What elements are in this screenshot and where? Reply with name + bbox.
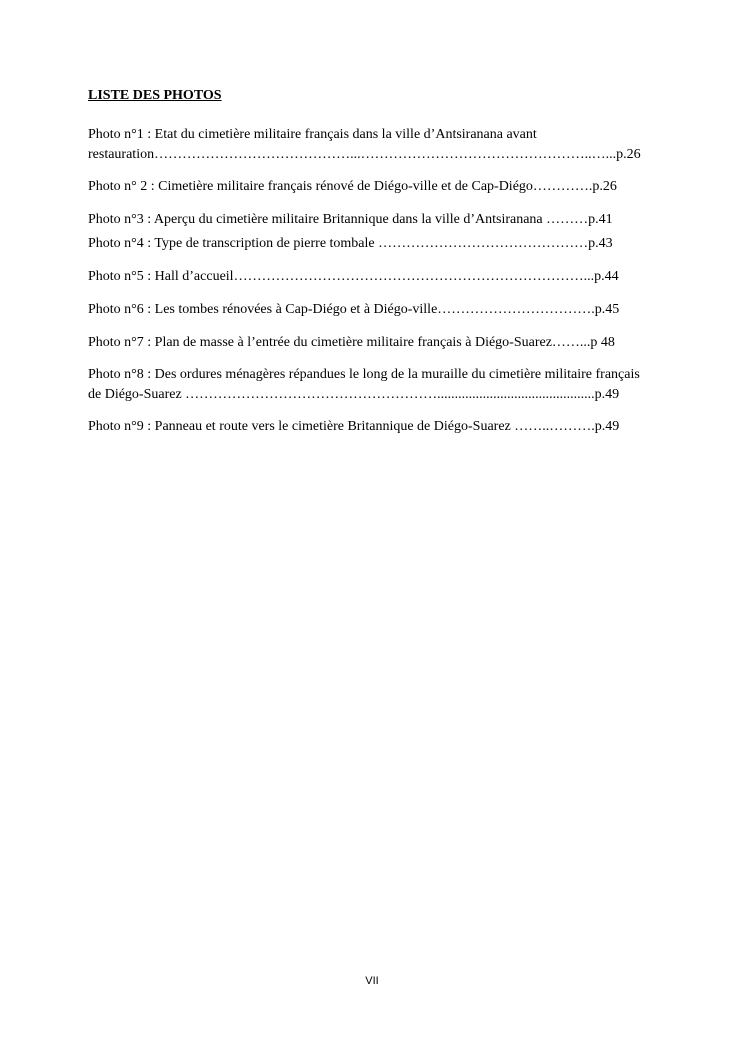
list-item-photo-1 [88, 125, 688, 165]
entry-text: Photo n°7 : Plan de masse à l’entrée du cimetière militaire français à Diégo-Suarez……...p 48 [88, 335, 615, 350]
entry-text: Photo n°8 : Des ordures ménagères répandues le long de la muraille du cimetière militaire français [88, 367, 640, 382]
list-item-photo-2 [88, 177, 688, 197]
list-title: LISTE DES PHOTOS [88, 88, 222, 103]
page-number: VII [365, 975, 379, 987]
list-item-photo-3 [88, 210, 688, 230]
entry-text: Photo n°3 : Aperçu du cimetière militaire Britannique dans la ville d’Antsiranana ………p.41 [88, 212, 613, 227]
list-item-photo-7 [88, 333, 688, 353]
entry-text: Photo n°4 : Type de transcription de pierre tombale ………………………………………p.43 [88, 236, 613, 251]
entry-text-continued: de Diégo-Suarez ……………………………………………….............................................p.49 [88, 387, 620, 402]
entry-text: Photo n°9 : Panneau et route vers le cimetière Britannique de Diégo-Suarez ……..……….p.49 [88, 419, 620, 434]
entry-text: Photo n°5 : Hall d’accueil…………………………………………………………………...p.44 [88, 269, 619, 284]
entry-text: Photo n°6 : Les tombes rénovées à Cap-Diégo et à Diégo-ville…………………………….p.45 [88, 302, 620, 317]
entry-text-continued: restauration……………………………………...…………………………………………..…...p.26 [88, 147, 641, 162]
entry-text: Photo n° 2 : Cimetière militaire français rénové de Diégo-ville et de Cap-Diégo………….p.26 [88, 179, 617, 194]
list-item-photo-9 [88, 417, 688, 437]
entry-text: Photo n°1 : Etat du cimetière militaire français dans la ville d’Antsiranana avant [88, 127, 537, 142]
list-item-photo-8 [88, 365, 688, 405]
list-item-photo-4 [88, 234, 688, 254]
list-item-photo-5 [88, 267, 688, 287]
list-item-photo-6 [88, 300, 688, 320]
